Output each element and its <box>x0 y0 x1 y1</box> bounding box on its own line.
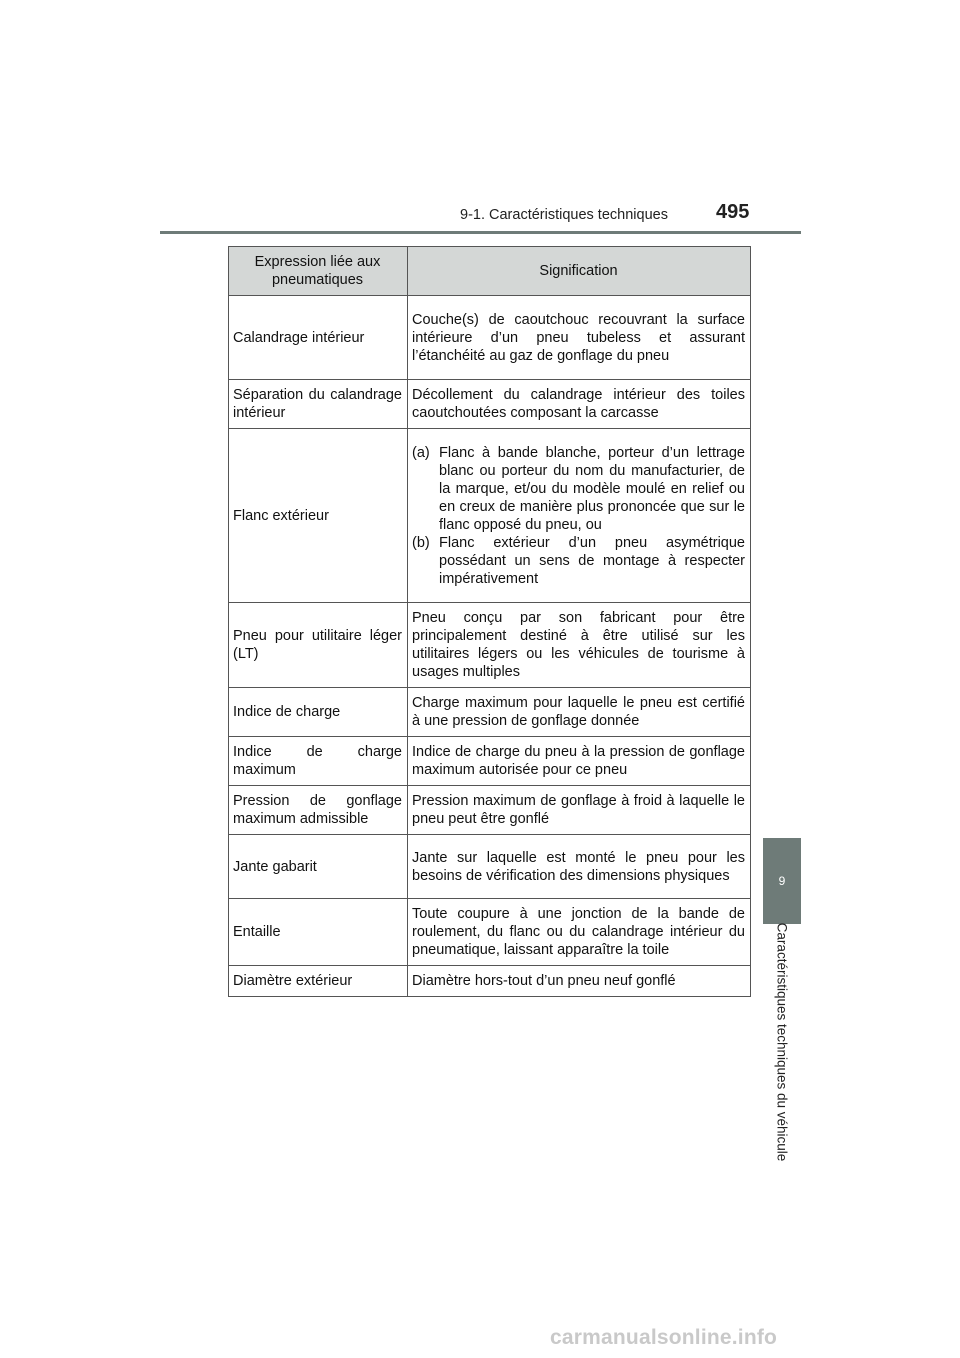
meaning-cell: Charge maximum pour laquelle le pneu est certifié à une pression de gonflage donnée <box>408 688 751 737</box>
meaning-cell: Toute coupure à une jonction de la bande de roulement, du flanc ou du calandrage intérieur du pneumatique, laissant apparaître la toile <box>408 899 751 966</box>
list-item <box>412 444 745 534</box>
term-cell: Pression de gonflage maximum admissible <box>229 786 408 835</box>
term-cell: Entaille <box>229 899 408 966</box>
section-title: 9-1. Caractéristiques techniques <box>460 207 668 223</box>
table-row <box>229 688 751 737</box>
term-cell: Diamètre extérieur <box>229 966 408 997</box>
meaning-cell: Décollement du calandrage intérieur des toiles caoutchoutées composant la carcasse <box>408 380 751 429</box>
meaning-cell: Pneu conçu par son fabricant pour être principalement destiné à être utilisé sur les utilitaires légers ou les véhicules de tourisme à usages multiples <box>408 603 751 688</box>
meaning-cell: Pression maximum de gonflage à froid à laquelle le pneu peut être gonflé <box>408 786 751 835</box>
meaning-cell <box>408 429 751 603</box>
column-header-meaning: Signification <box>408 247 751 296</box>
term-cell: Pneu pour utilitaire léger (LT) <box>229 603 408 688</box>
table-row <box>229 603 751 688</box>
list-item-text: Flanc extérieur d’un pneu asymétrique possédant un sens de montage à respecter impérativement <box>439 534 745 587</box>
chapter-label: Caractéristiques techniques du véhicule <box>774 922 790 1162</box>
page-number: 495 <box>716 201 750 223</box>
table-row <box>229 429 751 603</box>
table-row <box>229 835 751 899</box>
list-item <box>412 534 745 588</box>
table-header-row <box>229 247 751 296</box>
table-row <box>229 786 751 835</box>
term-cell: Flanc extérieur <box>229 429 408 603</box>
header-divider <box>160 231 801 234</box>
meaning-cell: Couche(s) de caoutchouc recouvrant la surface intérieure d’un pneu tubeless et assurant l’étanchéité au gaz de gonflage du pneu <box>408 296 751 380</box>
table-row <box>229 296 751 380</box>
term-cell: Séparation du calandrage intérieur <box>229 380 408 429</box>
tire-terms-table <box>228 246 751 997</box>
term-cell: Indice de charge maximum <box>229 737 408 786</box>
meaning-cell: Indice de charge du pneu à la pression de gonflage maximum autorisée pour ce pneu <box>408 737 751 786</box>
meaning-cell: Diamètre hors-tout d’un pneu neuf gonflé <box>408 966 751 997</box>
term-cell: Indice de charge <box>229 688 408 737</box>
list-item-label: (a) <box>412 444 430 461</box>
term-cell: Jante gabarit <box>229 835 408 899</box>
watermark: carmanualsonline.info <box>550 1326 778 1349</box>
table-row <box>229 899 751 966</box>
list-item-label: (b) <box>412 534 430 551</box>
table-row <box>229 966 751 997</box>
term-cell: Calandrage intérieur <box>229 296 408 380</box>
chapter-tab[interactable] <box>763 838 801 924</box>
table-row <box>229 737 751 786</box>
meaning-cell: Jante sur laquelle est monté le pneu pour les besoins de vérification des dimensions physiques <box>408 835 751 899</box>
column-header-term: Expression liée aux pneumatiques <box>229 247 408 296</box>
chapter-number: 9 <box>778 874 786 888</box>
list-item-text: Flanc à bande blanche, porteur d’un lettrage blanc ou porteur du nom du manufacturier, de la marque, et/ou du modèle moulé en relief ou en creux de manière plus prononcée que sur le flanc opposé du pneu, ou <box>439 444 745 533</box>
table-row <box>229 380 751 429</box>
